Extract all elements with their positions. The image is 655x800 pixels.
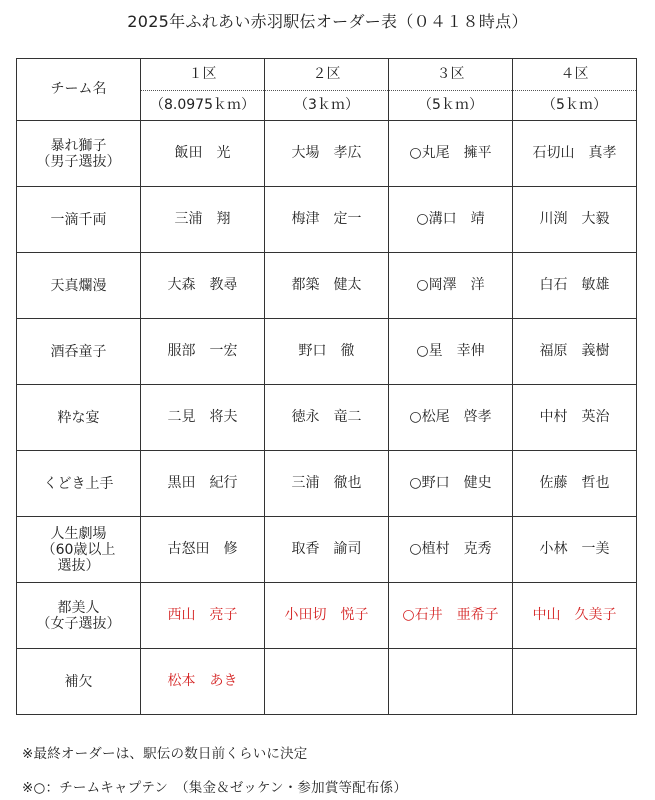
team-row bbox=[17, 121, 637, 187]
team-row bbox=[17, 451, 637, 517]
team-name-line: 暴れ獅子 bbox=[50, 137, 107, 154]
runner-cell-leg-3: ○石井 亜希子 bbox=[389, 583, 513, 649]
team-name-cell bbox=[17, 385, 141, 451]
runner-cell-leg-3 bbox=[389, 649, 513, 715]
team-name-line: （男子選抜） bbox=[36, 153, 121, 170]
team-name-line: 都美人 bbox=[57, 599, 100, 616]
runner-cell-leg-2 bbox=[265, 649, 389, 715]
team-name-cell bbox=[17, 121, 141, 187]
team-row bbox=[17, 187, 637, 253]
runner-cell-leg-3: ○溝口 靖 bbox=[389, 187, 513, 253]
header-row bbox=[17, 59, 637, 91]
note-final-order: ※最終オーダーは、駅伝の数日前くらいに決定 bbox=[22, 746, 308, 762]
team-name-line: 選抜） bbox=[57, 557, 100, 574]
runner-cell-leg-3: ○星 幸伸 bbox=[389, 319, 513, 385]
runner-cell-leg-1: 西山 亮子 bbox=[141, 583, 265, 649]
team-row bbox=[17, 319, 637, 385]
team-row bbox=[17, 649, 637, 715]
leg-4-distance: （5ｋｍ） bbox=[513, 91, 637, 121]
runner-cell-leg-1: 飯田 光 bbox=[141, 121, 265, 187]
team-row bbox=[17, 583, 637, 649]
runner-cell-leg-1: 二見 将夫 bbox=[141, 385, 265, 451]
runner-cell-leg-3: ○野口 健史 bbox=[389, 451, 513, 517]
runner-cell-leg-3: ○岡澤 洋 bbox=[389, 253, 513, 319]
team-name-line: 人生劇場 bbox=[50, 525, 107, 542]
runner-cell-leg-4: 石切山 真孝 bbox=[513, 121, 637, 187]
runner-cell-leg-1: 黒田 紀行 bbox=[141, 451, 265, 517]
runner-cell-leg-2: 梅津 定一 bbox=[265, 187, 389, 253]
runner-cell-leg-2: 野口 徹 bbox=[265, 319, 389, 385]
runner-cell-leg-2: 取香 諭司 bbox=[265, 517, 389, 583]
leg-1-header: １区 bbox=[141, 59, 265, 91]
leg-3-header: ３区 bbox=[389, 59, 513, 91]
order-table bbox=[16, 58, 637, 715]
team-row bbox=[17, 385, 637, 451]
runner-cell-leg-4: 中山 久美子 bbox=[513, 583, 637, 649]
team-name-line: （女子選抜） bbox=[36, 615, 121, 632]
team-name-line: 天真爛漫 bbox=[50, 277, 107, 294]
runner-cell-leg-3: ○植村 克秀 bbox=[389, 517, 513, 583]
team-name-header: チーム名 bbox=[17, 59, 141, 121]
runner-cell-leg-1: 服部 一宏 bbox=[141, 319, 265, 385]
runner-cell-leg-4: 小林 一美 bbox=[513, 517, 637, 583]
team-name-cell bbox=[17, 583, 141, 649]
team-name-cell bbox=[17, 649, 141, 715]
runner-cell-leg-1: 松本 あき bbox=[141, 649, 265, 715]
team-name-line: 粋な宴 bbox=[57, 409, 100, 426]
runner-cell-leg-4: 福原 義樹 bbox=[513, 319, 637, 385]
team-name-cell bbox=[17, 517, 141, 583]
team-row bbox=[17, 517, 637, 583]
note-captain: ※○：チームキャプテン （集金＆ゼッケン・参加賞等配布係） bbox=[22, 780, 408, 796]
runner-cell-leg-1: 三浦 翔 bbox=[141, 187, 265, 253]
runner-cell-leg-4 bbox=[513, 649, 637, 715]
runner-cell-leg-2: 徳永 竜二 bbox=[265, 385, 389, 451]
team-name-line: 補欠 bbox=[64, 673, 93, 690]
team-name-cell bbox=[17, 253, 141, 319]
runner-cell-leg-2: 小田切 悦子 bbox=[265, 583, 389, 649]
runner-cell-leg-4: 中村 英治 bbox=[513, 385, 637, 451]
runner-cell-leg-3: ○丸尾 擁平 bbox=[389, 121, 513, 187]
runner-cell-leg-3: ○松尾 啓孝 bbox=[389, 385, 513, 451]
runner-cell-leg-2: 三浦 徹也 bbox=[265, 451, 389, 517]
runner-cell-leg-2: 大場 孝広 bbox=[265, 121, 389, 187]
team-name-line: 一滴千両 bbox=[50, 211, 107, 228]
team-name-cell bbox=[17, 187, 141, 253]
leg-4-header: ４区 bbox=[513, 59, 637, 91]
page-title: 2025年ふれあい赤羽駅伝オーダー表（０４１８時点） bbox=[127, 12, 528, 31]
runner-cell-leg-4: 川渕 大毅 bbox=[513, 187, 637, 253]
team-name-line: 酒呑童子 bbox=[50, 343, 107, 360]
runner-cell-leg-4: 佐藤 哲也 bbox=[513, 451, 637, 517]
team-name-cell bbox=[17, 319, 141, 385]
team-name-cell bbox=[17, 451, 141, 517]
runner-cell-leg-2: 都築 健太 bbox=[265, 253, 389, 319]
team-name-line: （60歳以上 bbox=[41, 541, 116, 558]
team-name-line: くどき上手 bbox=[43, 475, 114, 492]
leg-3-distance: （5ｋｍ） bbox=[389, 91, 513, 121]
leg-1-distance: （8.0975ｋｍ） bbox=[141, 91, 265, 121]
leg-2-distance: （3ｋｍ） bbox=[265, 91, 389, 121]
team-row bbox=[17, 253, 637, 319]
leg-2-header: ２区 bbox=[265, 59, 389, 91]
runner-cell-leg-4: 白石 敏雄 bbox=[513, 253, 637, 319]
runner-cell-leg-1: 古怒田 修 bbox=[141, 517, 265, 583]
runner-cell-leg-1: 大森 教尋 bbox=[141, 253, 265, 319]
